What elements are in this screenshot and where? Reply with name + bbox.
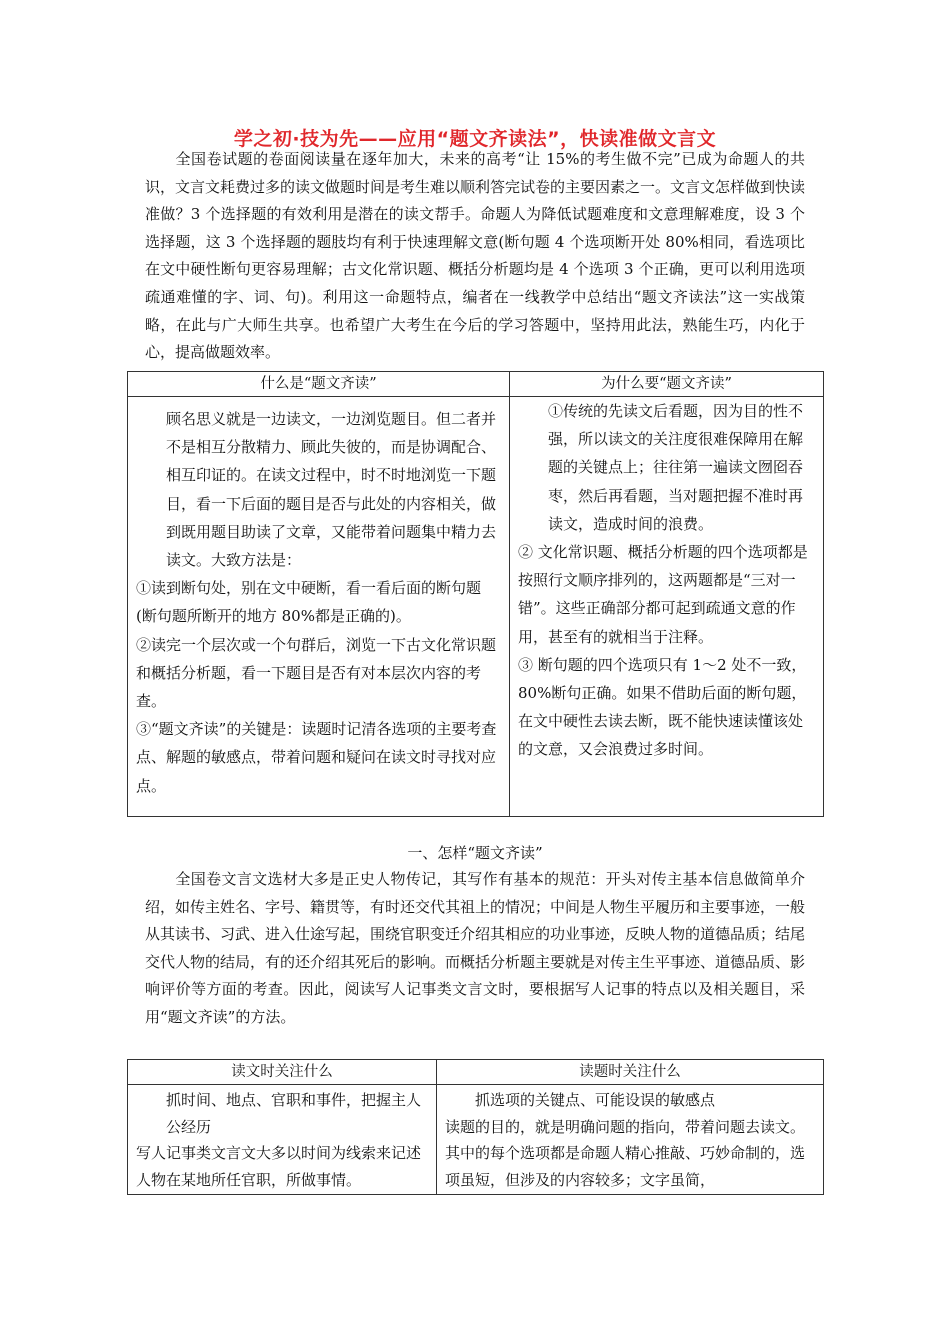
table-row bbox=[128, 1085, 824, 1195]
reading-focus: 抓时间、地点、官职和事件，把握主人公经历 bbox=[166, 1091, 422, 1136]
questions-focus: 抓选项的关键点、可能设误的敏感点 bbox=[475, 1091, 716, 1109]
method-table bbox=[127, 371, 824, 817]
intro-text: 全国卷试题的卷面阅读量在逐年加大，未来的高考“让 15%的考生做不完”已成为命题人的共识，文言文耗费过多的读文做题时间是考生难以顺利答完试卷的主要因素之一。文言文怎样做到快读准做？3 个选择题的有效利用是潜在的读文帮手。命题人为降低试题难度和文意理解难度，设 3 个选择题，这 3 个选择题的题肢均有利于快速理解文意(断句题 4 个选项断开处 80%相同，看选项比在文中硬性断句更容易理解；古文化常识题、概括分析题均是 4 个选项 3 个正确，更可以利用选项疏通难懂的字、词、句)。利用这一命题特点，编者在一线教学中总结出“题文齐读法”这一实战策略，在此与广大师生共享。也希望广大考生在今后的学习答题中，坚持用此法，熟能生巧，内化于心，提高做题效率。 bbox=[145, 150, 806, 362]
table-cell-questions bbox=[437, 1085, 824, 1195]
questions-detail: 读题的目的，就是明确问题的指向，带着问题去读文。其中的每个选项都是命题人精心推敲、巧妙命制的，选项虽短，但涉及的内容较多；文字虽简， bbox=[445, 1117, 806, 1189]
reading-detail: 写人记事类文言文大多以时间为线索来记述人物在某地所任官职，所做事情。 bbox=[136, 1144, 422, 1189]
what-step-2: ②读完一个层次或一个句群后，浏览一下古文化常识题和概括分析题，看一下题目是否有对本层次内容的考查。 bbox=[136, 635, 497, 711]
table-header-what: 什么是“题文齐读” bbox=[128, 372, 510, 397]
section-text: 全国卷文言文选材大多是正史人物传记，其写作有基本的规范：开头对传主基本信息做简单介绍，如传主姓名、字号、籍贯等，有时还交代其祖上的情况；中间是人物生平履历和主要事迹，一般从其读书、习武、进入仕途写起，围绕官职变迁介绍其相应的功业事迹，反映人物的道德品质；结尾交代人物的结局，有的还介绍其死后的影响。而概括分析题主要就是对传主生平事迹、道德品质、影响评价等方面的考查。因此，阅读写人记事类文言文时，要根据写人记事的特点以及相关题目，采用“题文齐读”的方法。 bbox=[145, 870, 806, 1026]
intro-paragraph bbox=[145, 146, 805, 367]
table-header-row bbox=[128, 372, 824, 397]
focus-table bbox=[127, 1059, 824, 1195]
why-reason-3: ③ 断句题的四个选项只有 1～2 处不一致，80%断句正确。如果不借助后面的断句题，在文中硬性去读去断，既不能快速读懂该处的文意，又会浪费过多时间。 bbox=[518, 655, 807, 759]
table-header-reading: 读文时关注什么 bbox=[128, 1060, 437, 1085]
why-reason-2: ② 文化常识题、概括分析题的四个选项都是按照行文顺序排列的，这两题都是“三对一错”。这些正确部分都可起到疏通文意的作用，甚至有的就相当于注释。 bbox=[518, 543, 808, 646]
table-header-row bbox=[128, 1060, 824, 1085]
page-title: 学之初·技为先——应用“题文齐读法”，快读准做文言文 bbox=[233, 128, 717, 150]
why-reason-1: ①传统的先读文后看题，因为目的性不强，所以读文的关注度很难保障用在解题的关键点上；往往第一遍读文囫囵吞枣，然后再看题，当对题把握不准时再读文，造成时间的浪费。 bbox=[548, 402, 804, 533]
table-row bbox=[128, 397, 824, 817]
what-paragraph: 顾名思义就是一边读文，一边浏览题目。但二者并不是相互分散精力、顾此失彼的，而是协调配合、相互印证的。在读文过程中，时不时地浏览一下题目，看一下后面的题目是否与此处的内容相关，做到既用题目助读了文章，又能带着问题集中精力去读文。大致方法是： bbox=[166, 410, 497, 570]
what-step-3: ③“题文齐读”的关键是：读题时记清各选项的主要考查点、解题的敏感点，带着问题和疑问在读文时寻找对应点。 bbox=[136, 720, 497, 795]
section-paragraph bbox=[145, 866, 805, 1032]
table-header-questions: 读题时关注什么 bbox=[437, 1060, 824, 1085]
table-cell-why bbox=[510, 397, 824, 817]
table-cell-reading bbox=[128, 1085, 437, 1195]
what-step-1: ①读到断句处，别在文中硬断，看一看后面的断句题(断句题所断开的地方 80%都是正确的)。 bbox=[136, 579, 482, 626]
section-heading: 一、怎样“题文齐读” bbox=[407, 844, 543, 862]
table-cell-what bbox=[128, 397, 510, 817]
table-header-why: 为什么要“题文齐读” bbox=[510, 372, 824, 397]
